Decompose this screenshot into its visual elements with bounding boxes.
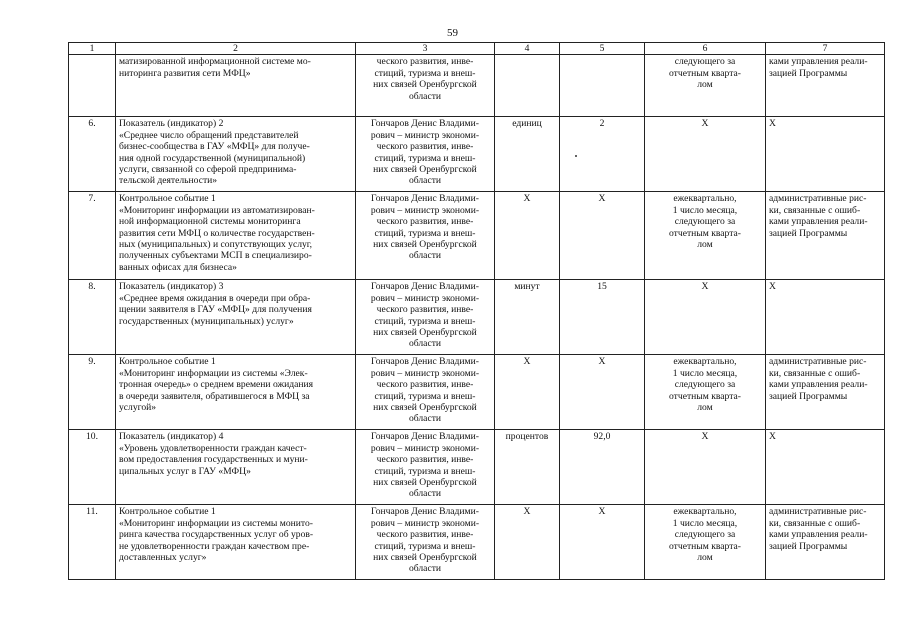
reporting-period-line: ежеквартально,: [673, 506, 737, 518]
responsible-person-line: ческого развития, инве-: [376, 141, 474, 153]
reporting-period-cell: [645, 430, 766, 505]
indicator-name-line: Контрольное событие 1: [119, 506, 216, 518]
reporting-period-cell: [645, 192, 766, 280]
reporting-period-cell: [645, 355, 766, 430]
row-number-cell: [69, 280, 116, 355]
page-number: 59: [447, 27, 458, 39]
col-header-6: 6: [645, 43, 766, 55]
unit-of-measure-text: Х: [523, 193, 531, 205]
indicator-name-line: «Мониторинг информации из системы монито-: [119, 517, 313, 529]
target-value-cell: [560, 355, 645, 430]
target-value-text: Х: [598, 193, 606, 205]
responsible-person-line: стиций, туризма и внеш-: [374, 315, 476, 327]
responsible-person-line: Гончаров Денис Владими-: [371, 431, 479, 443]
indicator-name-line: «Мониторинг информации из автоматизирован-: [119, 204, 315, 216]
unit-of-measure-text: процентов: [505, 431, 549, 443]
risks-line: зацией Программы: [769, 67, 848, 79]
indicator-name-line: «Уровень удовлетворенности граждан качест-: [119, 442, 307, 454]
responsible-person-cell: [356, 55, 495, 117]
responsible-person-line: ческого развития, инве-: [376, 379, 474, 391]
reporting-period-line: Х: [701, 431, 709, 443]
reporting-period-line: 1 число месяца,: [672, 367, 738, 379]
row-number-cell: [69, 117, 116, 192]
indicator-name-line: государственных (муниципальных) услуг»: [119, 315, 294, 327]
program-table: [68, 42, 885, 580]
unit-of-measure-cell: [495, 505, 560, 580]
responsible-person-cell: [356, 355, 495, 430]
row-number-cell: [69, 505, 116, 580]
target-value-cell: [560, 55, 645, 117]
reporting-period-line: лом: [697, 79, 713, 91]
responsible-person-line: области: [408, 250, 442, 262]
indicator-name-cell: [116, 280, 356, 355]
responsible-person-line: области: [408, 488, 442, 500]
risks-line: зацией Программы: [769, 227, 848, 239]
unit-of-measure-cell: [495, 117, 560, 192]
table-body: [69, 55, 885, 580]
risks-line: ками управления реали-: [769, 56, 868, 68]
unit-of-measure-cell: [495, 55, 560, 117]
indicator-name-line: матизированной информационной системе мо-: [119, 56, 311, 68]
responsible-person-line: рович – министр экономи-: [370, 367, 480, 379]
reporting-period-cell: [645, 505, 766, 580]
risks-line: ками управления реали-: [769, 529, 868, 541]
responsible-person-line: них связей Оренбургской: [373, 327, 477, 339]
responsible-person-line: Гончаров Денис Владими-: [371, 193, 479, 205]
responsible-person-line: них связей Оренбургской: [373, 477, 477, 489]
unit-of-measure-cell: [495, 280, 560, 355]
indicator-name-cell: [116, 117, 356, 192]
indicator-name-line: ниторинга развития сети МФЦ»: [119, 67, 251, 79]
indicator-name-line: Показатель (индикатор) 2: [119, 118, 224, 130]
responsible-person-line: рович – министр экономи-: [370, 517, 480, 529]
indicator-name-cell: [116, 355, 356, 430]
target-value-cell: [560, 505, 645, 580]
responsible-person-line: Гончаров Денис Владими-: [371, 281, 479, 293]
risks-line: ки, связанные с ошиб-: [769, 204, 861, 216]
indicator-name-line: тельской деятельности»: [119, 175, 218, 187]
reporting-period-line: следующего за: [674, 216, 736, 228]
indicator-name-cell: [116, 55, 356, 117]
row-number-cell: [69, 55, 116, 117]
reporting-period-line: 1 число месяца,: [672, 204, 738, 216]
target-value-cell: [560, 117, 645, 192]
reporting-period-line: лом: [697, 239, 713, 251]
responsible-person-line: ческого развития, инве-: [376, 529, 474, 541]
unit-of-measure-cell: [495, 355, 560, 430]
row-number-text: 9.: [88, 356, 96, 368]
risks-cell: [766, 55, 885, 117]
row-number-cell: [69, 355, 116, 430]
indicator-name-line: ципальных услуг в ГАУ «МФЦ»: [119, 465, 251, 477]
responsible-person-cell: [356, 192, 495, 280]
responsible-person-cell: [356, 280, 495, 355]
col-header-2: 2: [116, 43, 356, 55]
target-value-text: 92,0: [593, 431, 611, 443]
row-number-cell: [69, 430, 116, 505]
responsible-person-line: них связей Оренбургской: [373, 79, 477, 91]
responsible-person-line: области: [408, 175, 442, 187]
reporting-period-cell: [645, 117, 766, 192]
reporting-period-line: следующего за: [674, 529, 736, 541]
responsible-person-line: Гончаров Денис Владими-: [371, 356, 479, 368]
unit-of-measure-text: единиц: [512, 118, 542, 130]
risks-cell: [766, 430, 885, 505]
reporting-period-cell: [645, 55, 766, 117]
responsible-person-line: области: [408, 413, 442, 425]
responsible-person-line: Гончаров Денис Владими-: [371, 506, 479, 518]
target-value-text: Х: [598, 506, 606, 518]
indicator-name-line: «Среднее время ожидания в очереди при обра-: [119, 292, 311, 304]
indicator-name-cell: [116, 430, 356, 505]
unit-of-measure-text: Х: [523, 506, 531, 518]
col-header-4: 4: [495, 43, 560, 55]
responsible-person-line: стиций, туризма и внеш-: [374, 465, 476, 477]
indicator-name-line: доставленных услуг»: [119, 552, 207, 564]
risks-line: ками управления реали-: [769, 379, 868, 391]
reporting-period-line: ежеквартально,: [673, 193, 737, 205]
row-number-text: 11.: [86, 506, 98, 518]
indicator-name-line: полученных субъектами МСП в специализиро-: [119, 250, 312, 262]
indicator-name-line: щении заявителя в ГАУ «МФЦ» для получения: [119, 304, 312, 316]
responsible-person-line: них связей Оренбургской: [373, 239, 477, 251]
reporting-period-line: следующего за: [674, 379, 736, 391]
reporting-period-line: лом: [697, 402, 713, 414]
reporting-period-line: ежеквартально,: [673, 356, 737, 368]
indicator-name-line: вом предоставления государственных и муни-: [119, 454, 308, 466]
row-number-text: 7.: [88, 193, 96, 205]
risks-cell: [766, 355, 885, 430]
reporting-period-cell: [645, 280, 766, 355]
table-row: [69, 355, 885, 430]
responsible-person-line: них связей Оренбургской: [373, 164, 477, 176]
reporting-period-line: отчетным кварта-: [669, 390, 741, 402]
row-number-text: 6.: [88, 118, 96, 130]
risks-line: Х: [769, 431, 776, 443]
responsible-person-line: стиций, туризма и внеш-: [374, 67, 476, 79]
target-value-text: 2: [599, 118, 605, 130]
responsible-person-line: области: [408, 338, 442, 350]
indicator-name-cell: [116, 505, 356, 580]
risks-line: Х: [769, 118, 776, 130]
responsible-person-cell: [356, 505, 495, 580]
reporting-period-line: отчетным кварта-: [669, 540, 741, 552]
reporting-period-line: 1 число месяца,: [672, 517, 738, 529]
table-row: [69, 192, 885, 280]
unit-of-measure-cell: [495, 192, 560, 280]
indicator-name-line: не удовлетворенности граждан качеством пре-: [119, 540, 310, 552]
header-row: [69, 43, 885, 55]
unit-of-measure-cell: [495, 430, 560, 505]
responsible-person-line: рович – министр экономи-: [370, 204, 480, 216]
responsible-person-line: стиций, туризма и внеш-: [374, 227, 476, 239]
responsible-person-line: ческого развития, инве-: [376, 454, 474, 466]
indicator-name-line: Показатель (индикатор) 3: [119, 281, 224, 293]
risks-line: ки, связанные с ошиб-: [769, 367, 861, 379]
indicator-name-line: Контрольное событие 1: [119, 193, 216, 205]
responsible-person-line: ческого развития, инве-: [376, 304, 474, 316]
risks-line: административные рис-: [769, 193, 867, 205]
risks-cell: [766, 117, 885, 192]
col-header-1: 1: [69, 43, 116, 55]
indicator-name-line: «Среднее число обращений представителей: [119, 129, 299, 141]
responsible-person-line: рович – министр экономи-: [370, 292, 480, 304]
unit-of-measure-text: Х: [523, 356, 531, 368]
reporting-period-line: следующего за: [674, 56, 736, 68]
indicator-name-line: тронная очередь» о среднем времени ожидания: [119, 379, 314, 391]
indicator-name-line: ных (муниципальных) и сопутствующих услуг,: [119, 239, 313, 251]
table-row: [69, 117, 885, 192]
row-number-cell: [69, 192, 116, 280]
target-value-text: 15: [597, 281, 607, 293]
indicator-name-line: Показатель (индикатор) 4: [119, 431, 224, 443]
target-value-cell: [560, 430, 645, 505]
indicator-name-cell: [116, 192, 356, 280]
target-value-text: Х: [598, 356, 606, 368]
indicator-name-line: ной информационной системы мониторинга: [119, 216, 301, 228]
risks-line: зацией Программы: [769, 540, 848, 552]
reporting-period-line: Х: [701, 281, 709, 293]
risks-cell: [766, 505, 885, 580]
table-row: [69, 430, 885, 505]
responsible-person-cell: [356, 117, 495, 192]
risks-line: зацией Программы: [769, 390, 848, 402]
table-row: [69, 55, 885, 117]
target-value-cell: [560, 192, 645, 280]
row-number-text: 10.: [86, 431, 98, 443]
indicator-name-line: Контрольное событие 1: [119, 356, 216, 368]
unit-of-measure-text: минут: [514, 281, 540, 293]
reporting-period-line: лом: [697, 552, 713, 564]
reporting-period-line: отчетным кварта-: [669, 227, 741, 239]
stray-dot: [575, 155, 577, 157]
indicator-name-line: развития сети МФЦ о количестве государствен-: [119, 227, 315, 239]
responsible-person-line: рович – министр экономи-: [370, 442, 480, 454]
indicator-name-line: ния одной государственной (муниципальной): [119, 152, 306, 164]
col-header-7: 7: [766, 43, 885, 55]
col-header-3: 3: [356, 43, 495, 55]
responsible-person-line: стиций, туризма и внеш-: [374, 152, 476, 164]
risks-line: Х: [769, 281, 776, 293]
responsible-person-line: ческого развития, инве-: [376, 56, 474, 68]
responsible-person-line: области: [408, 90, 442, 102]
responsible-person-line: них связей Оренбургской: [373, 402, 477, 414]
risks-cell: [766, 192, 885, 280]
indicator-name-line: ванных офисах для бизнеса»: [119, 261, 237, 273]
indicator-name-line: услугой»: [119, 402, 157, 414]
risks-line: административные рис-: [769, 506, 867, 518]
table-row: [69, 280, 885, 355]
target-value-cell: [560, 280, 645, 355]
responsible-person-line: стиций, туризма и внеш-: [374, 390, 476, 402]
responsible-person-line: Гончаров Денис Владими-: [371, 118, 479, 130]
risks-cell: [766, 280, 885, 355]
indicator-name-line: ринга качества государственных услуг об уров-: [119, 529, 314, 541]
reporting-period-line: отчетным кварта-: [669, 67, 741, 79]
risks-line: ками управления реали-: [769, 216, 868, 228]
responsible-person-line: области: [408, 563, 442, 575]
table-row: [69, 505, 885, 580]
risks-line: ки, связанные с ошиб-: [769, 517, 861, 529]
col-header-5: 5: [560, 43, 645, 55]
responsible-person-line: ческого развития, инве-: [376, 216, 474, 228]
indicator-name-line: в очереди заявителя, обратившегося в МФЦ за: [119, 390, 310, 402]
indicator-name-line: «Мониторинг информации из системы «Элек-: [119, 367, 308, 379]
risks-line: административные рис-: [769, 356, 867, 368]
row-number-text: 8.: [88, 281, 96, 293]
indicator-name-line: бизнес-сообщества в ГАУ «МФЦ» для получе-: [119, 141, 310, 153]
reporting-period-line: Х: [701, 118, 709, 130]
responsible-person-line: рович – министр экономи-: [370, 129, 480, 141]
responsible-person-line: стиций, туризма и внеш-: [374, 540, 476, 552]
responsible-person-line: них связей Оренбургской: [373, 552, 477, 564]
responsible-person-cell: [356, 430, 495, 505]
indicator-name-line: услуги, связанной со сферой предпринима-: [119, 164, 297, 176]
